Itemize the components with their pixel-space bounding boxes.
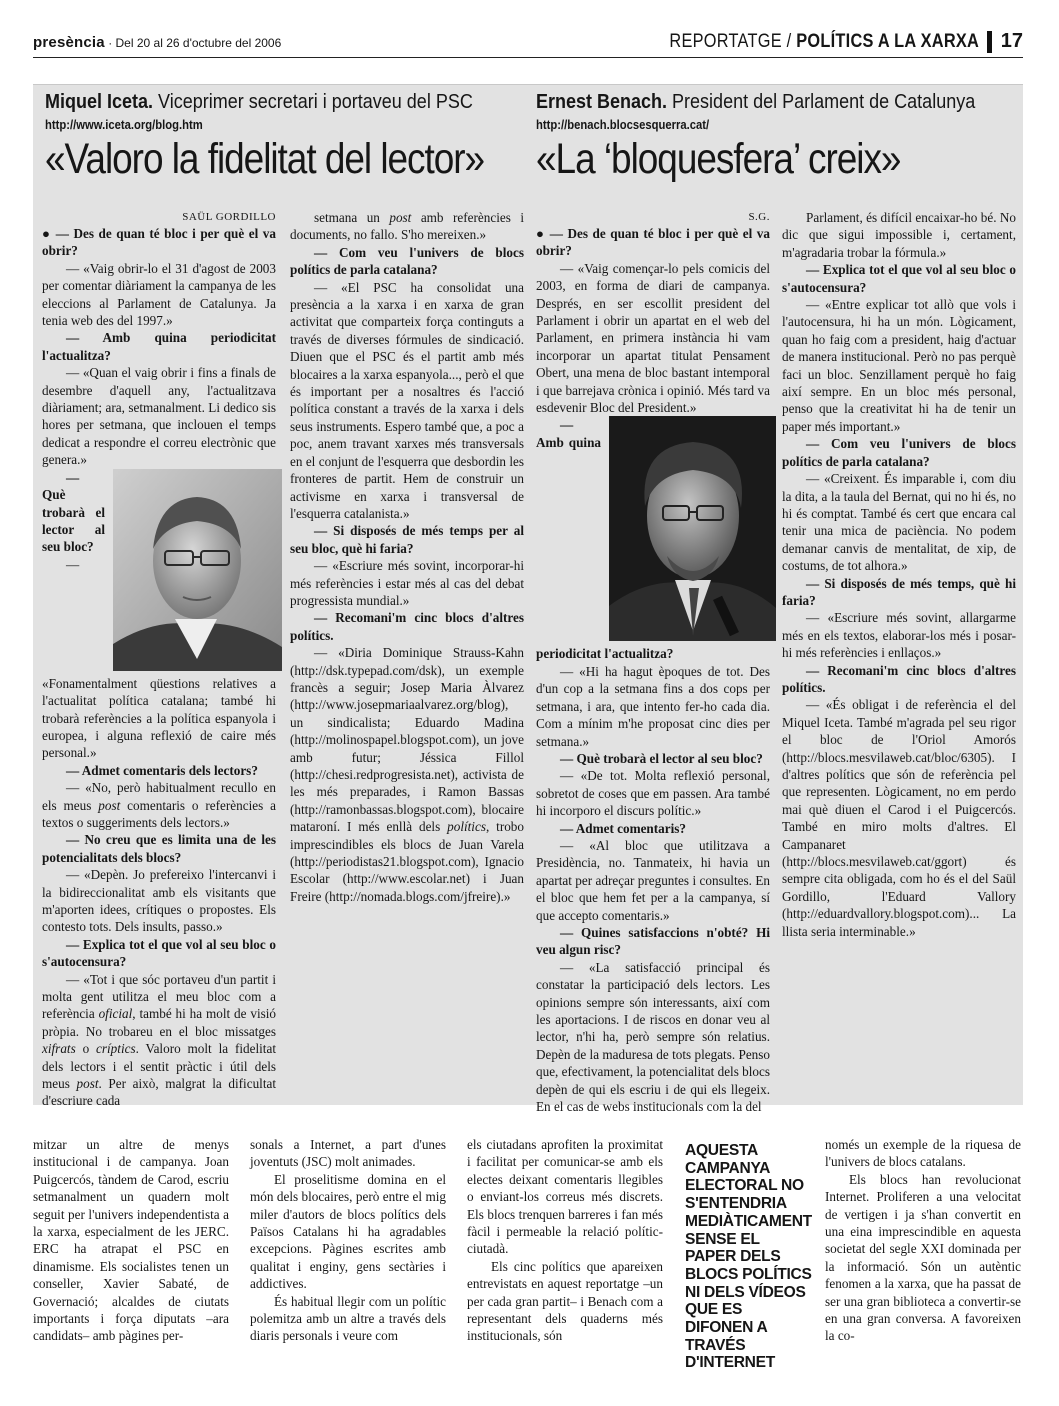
bottom-column-2 xyxy=(250,1136,446,1345)
question xyxy=(290,244,524,279)
text-run: . Per això, malgrat la dificultat d'escriure cada xyxy=(42,1076,277,1109)
answer xyxy=(42,866,276,936)
text-run: — «Tot i que sóc portaveu d'un partit i molta gent utilitza el meu bloc com a referència xyxy=(42,971,276,1022)
answer xyxy=(290,209,524,244)
pull-quote: AQUESTA CAMPANYA ELECTORAL NO S'ENTENDRIA MEDIÀTICAMENT SENSE EL PAPER DELS BLOCS POLÍTICS NI DELS VÍDEOS QUE ES DIFONEN A TRAVÉS D'INTERNET xyxy=(685,1142,812,1372)
page-header xyxy=(33,0,1023,58)
text-run: — No creu que es limita una de les potencialitats dels blocs? xyxy=(42,832,276,865)
question xyxy=(536,750,770,767)
text-run: — Des de quan té bloc i per què el va obrir? xyxy=(42,226,276,259)
benach-name: Ernest Benach. xyxy=(536,91,668,113)
iceta-name: Miquel Iceta. xyxy=(45,91,154,113)
text-run: — «Al bloc que utilitzava a Presidència, no. Tanmateix, hi havia un apartat per adreçar preguntes i consultes. En el bloc que hem fet per a la campanya, sí que accepto comentaris.» xyxy=(536,837,770,923)
text-run: — «El PSC ha consolidat una presència a la xarxa i en xarxa de gran activitat que comparteix força continguts a través de diverses fórmules de sindicació. Diuen que el PSC és el partit amb més blocaires a la xarxa espanyola..., però el que és important per a nosaltres és l'acció política constant a través de la xarxa i dels seus instruments. Espero també que, a poc a poc, anem travant xarxes més transversals en el conjunt de l'esquerra que desbordin les fronteres de partit. Hem de construir un activisme en xarxa i transversal de l'esquerra catalanista.» xyxy=(290,279,524,521)
text-run: — Explica tot el que vol al seu bloc o s'autocensura? xyxy=(42,936,276,970)
iceta-headline: «Valoro la fidelitat del lector» xyxy=(45,135,485,183)
iceta-column-2-text xyxy=(290,209,524,905)
question xyxy=(42,936,276,971)
text-run: Parlament, és difícil encaixar-ho bé. No dic que sigui impossible i, certament, m'agradaria trobar la fórmula.» xyxy=(782,210,1016,260)
question xyxy=(536,924,770,959)
text-run: — «Depèn. Jo prefereixo l'intercanvi i la bidireccionalitat amb els visitants que m'aporten idees, crítiques o propostes. Els contesto tots. Dels insults, passo.» xyxy=(42,867,276,935)
benach-role: President del Parlament de Catalunya xyxy=(667,91,976,113)
text-run: — Recomani'm cinc blocs d'altres polítics. xyxy=(290,610,524,643)
text-run: — Si disposés de més temps, què hi faria? xyxy=(782,575,1016,608)
text-run: — Si disposés de més temps per al seu bloc, què hi faria? xyxy=(290,523,524,556)
italic-term: post xyxy=(98,797,121,813)
answer xyxy=(782,696,1016,940)
text-run: . Valoro molt la fidelitat dels lectors i el sentit pràctic i útil dels meus xyxy=(42,1041,276,1092)
answer xyxy=(536,663,770,750)
text-run: — Com veu l'univers de blocs polítics de parla catalana? xyxy=(290,244,524,278)
text-run: — «Vaig obrir-lo el 31 d'agost de 2003 per comentar diàriament la campanya de les eleccions al Parlament de Catalunya. Ja tenia web des del 1997.» xyxy=(42,260,276,329)
benach-headline: «La ‘bloquesfera’ creix» xyxy=(536,135,901,183)
text-run: — «Diria Dominique Strauss-Kahn (http://dsk.typepad.com/dsk), un exemple francès a seguir; Josep Maria Àlvarez (http://www.josepmariaalvarez.org/blog), un sindicalista; Eduardo Madina (http://molinospapel.blogspot.com), un jove amb futur; Jéssica Fillol (http://chesi.redprogresista.net), activista de les més preparades, i Ramon Bassas (http://ramonbassas.blogspot.com), blocaire mataroní. I més enllà dels xyxy=(290,645,524,835)
answer xyxy=(536,767,770,819)
section-name: REPORTATGE xyxy=(669,30,782,52)
benach-column-1-text xyxy=(536,209,770,1115)
benach-column-2-text xyxy=(782,209,1016,940)
article-paragraph: Els blocs han revolucionat Internet. Proliferen a una velocitat de vertigen i ja s'han convertit en una eina imprescindible en aquesta societat del segle XXI dominada per la informació. Són un autèntic fenomen a la xarxa, que ha passat de ser una gran biblioteca a convertir-se en una gran conversa. A favoreixen la co- xyxy=(825,1171,1021,1344)
text-run: — «Hi ha hagut èpoques de tot. Des d'un cop a la setmana fins a dos cops per setmana, i ara, que intento fer-ho cada dia. Com a mínim m'he proposat cinc dies per setmana.» xyxy=(536,663,770,749)
italic-term: críptics xyxy=(96,1041,136,1057)
question xyxy=(536,820,770,837)
answer xyxy=(42,971,276,1110)
text-run: — «Escriure més sovint, incorporar-hi més referències i estar més al cas del debat progressista mundial.» xyxy=(290,558,524,608)
text-run: — Quines satisfaccions n'obté? Hi veu algun risc? xyxy=(536,924,770,958)
italic-term: post xyxy=(389,210,412,225)
benach-column-1 xyxy=(536,209,770,1115)
text-run: — Admet comentaris? xyxy=(560,820,686,836)
question xyxy=(782,435,1016,470)
header-rule xyxy=(33,57,1023,58)
article-paragraph: sonals a Internet, a part d'unes joventuts (JSC) molt animades. xyxy=(250,1137,446,1170)
text-run: ● xyxy=(536,226,550,241)
section-line xyxy=(619,30,1023,53)
italic-term: post xyxy=(76,1076,99,1092)
answer xyxy=(782,470,1016,574)
question xyxy=(42,831,276,866)
italic-term: polítics xyxy=(447,819,486,835)
iceta-column-1-text xyxy=(42,209,276,1110)
text-run: — Amb quina periodicitat l'actualitza? xyxy=(42,330,276,363)
text-run: , trobo imprescindibles els blocs de Juan Varela (http://periodistas21.blogspot.com), Ignacio Escolar (http://www.escolar.net) i Juan Freire (http://nomada.blogs.com/jfreire).» xyxy=(290,819,524,904)
answer xyxy=(290,279,524,523)
answer xyxy=(42,260,276,330)
text-run: — Des de quan té bloc i per què el va obrir? xyxy=(536,226,770,259)
iceta-name-line xyxy=(45,91,531,114)
header-bar-icon xyxy=(987,31,992,53)
bottom-column-3 xyxy=(467,1136,663,1345)
article-paragraph: Els cinc polítics que apareixen entrevistats en aquest reportatge –un per cada gran partit– i Benach com a representant dels quaderns més institucionals, són xyxy=(467,1258,663,1344)
iceta-column-2 xyxy=(290,209,524,905)
italic-term: oficial xyxy=(98,1006,133,1022)
answer xyxy=(42,364,276,468)
text-run: — Admet comentaris dels lectors? xyxy=(66,762,258,778)
iceta-photo xyxy=(113,469,282,671)
section-title xyxy=(669,31,979,53)
question xyxy=(536,225,770,260)
answer xyxy=(782,609,1016,661)
question xyxy=(782,662,1016,697)
publication-line xyxy=(33,34,281,51)
text-run: S.G. xyxy=(748,211,770,223)
answer xyxy=(290,557,524,609)
text-run: — «Vaig començar-lo pels comicis del 2003, en forma de diari de campanya. Després, en ser escollit president del Parlament i obrir un apartat en el web del Parlament, en primera instància hi vam incorporar un apartat titulat Pensament Obert, una mena de bloc bastant intemporal i que barrejava crònica i opinió. Més tard va esdevenir Bloc del President.» xyxy=(536,260,770,416)
question xyxy=(42,762,276,779)
text-run: , també hi ha molt de visió pròpia. No trobareu en el bloc missatges xyxy=(42,1006,277,1039)
text-run: — «No, però habitualment recullo en els meus xyxy=(42,780,276,813)
benach-photo xyxy=(609,416,776,641)
publication-name: presència xyxy=(33,34,105,51)
text-run: amb referències i documents, no fallo. S'ho mereixen.» xyxy=(290,210,524,243)
article-paragraph: El proselitisme domina en el món dels blocaires, però entre el mig miler d'autors de blocs polítics dels Països Catalans hi ha agradables excepcions. Pàgines escrites amb qualitat i enginy, gens sectàries i addictives. xyxy=(250,1171,446,1292)
question xyxy=(42,329,276,364)
question xyxy=(42,225,276,260)
issue-date: · Del 20 al 26 d'octubre del 2006 xyxy=(108,36,282,50)
benach-url: http://benach.blocsesquerra.cat/ xyxy=(536,118,710,132)
answer xyxy=(536,260,770,417)
text-run: — «És obligat i de referència el del Miquel Iceta. També m'agrada pel seu rigor el bloc de l'Oriol Amorós (http://blocs.mesvilaweb.cat/bloc/6305). I d'altres polítics que són de referència pel que representen. Lògicament, no em perdo mai què diuen el Carod i el Puigcercós. També en miro molts d'altres. El Campanaret (http://blocs.mesvilaweb.cat/ggort) és sempre cita obligada, com ho és el del Saül Gordillo, l'Eduard Vallory (http://eduardvallory.blogspot.com)... La llista seria interminable.» xyxy=(782,697,1016,939)
text-run: — Recomani'm cinc blocs d'altres polítics. xyxy=(782,662,1016,695)
answer xyxy=(536,959,770,1116)
question xyxy=(290,609,524,644)
iceta-url: http://www.iceta.org/blog.htm xyxy=(45,118,203,132)
text-run: — Què trobarà el lector al seu bloc? xyxy=(42,469,105,555)
section-separator: / xyxy=(781,30,796,52)
text-run: comentaris o referències a textos o suggeriments dels lectors.» xyxy=(42,797,276,830)
italic-term: xifrats xyxy=(42,1041,76,1057)
bottom-column-1 xyxy=(33,1136,229,1345)
iceta-role: Viceprimer secretari i portaveu del PSC xyxy=(153,91,473,113)
text-run: — «Quan el vaig obrir i fins a finals de desembre d'aquell any, l'actualitzava diàriament; ara, setmanalment. Li dedico sis hores per setmana, que inclouen el temps dedicat a respondre el correu electrònic que genera.» xyxy=(42,365,276,468)
text-run: — «La satisfacció principal és constatar la participació dels lectors. Les opinions sempre són interessants, així com les aportacions. I de riscos en donar veu al lector, n'hi ha, però sempre són relatius. Depèn de la maduresa de tots plegats. Penso que, efectivament, la potencialitat dels blocs depèn de qui els escriu i de qui els llegeix. En el cas de webs institucionals com la del xyxy=(536,959,770,1115)
article-paragraph: els ciutadans aprofiten la proximitat i facilitat per comunicar-se amb els electes deixant comentaris llegibles o enviant-los correus més discrets. Els blocs trenquen barreres i fan més fàcil i permeable la relació polític-ciutadà. xyxy=(467,1137,663,1257)
text-run: ● xyxy=(42,226,56,241)
text-run: — «Fonamentalment qüestions relatives a l'actualitat política catalana; també hi trobarà referències a la política espanyola i europea, i alguna reflexió de caire més personal.» xyxy=(42,556,276,761)
subsection-name: POLÍTICS A LA XARXA xyxy=(795,30,979,52)
byline xyxy=(536,209,770,225)
question xyxy=(782,575,1016,610)
text-run: setmana un xyxy=(314,210,390,225)
text-run: — Explica tot el que vol al seu bloc o s'autocensura? xyxy=(782,262,1016,295)
benach-column-2 xyxy=(782,209,1016,940)
iceta-heading xyxy=(45,91,525,184)
text-run: o xyxy=(75,1041,97,1057)
text-run: — «De tot. Molta reflexió personal, sobretot de coses que em passen. Ara també hi incorporo el discurs polític.» xyxy=(536,768,770,819)
answer xyxy=(536,837,770,924)
byline xyxy=(42,209,276,225)
answer xyxy=(290,644,524,905)
question xyxy=(782,261,1016,296)
text-run: SAÜL GORDILLO xyxy=(182,211,276,223)
text-run: — Què trobarà el lector al seu bloc? xyxy=(560,750,763,766)
answer xyxy=(782,296,1016,435)
question xyxy=(290,522,524,557)
benach-heading xyxy=(536,91,1016,184)
text-run: — «Creixent. És imparable i, com diu la dita, a la taula del Bernat, qui no hi és, no hi és comptat. També és cert que encara cal tenir una mica de paciència. No podem demanar canvis de mentalitat, de xip, de costums, de tot alhora.» xyxy=(782,471,1016,574)
text-run: — Com veu l'univers de blocs polítics de parla catalana? xyxy=(782,436,1016,469)
answer xyxy=(42,779,276,831)
page-number: 17 xyxy=(1000,30,1023,52)
text-run: — «Escriure més sovint, allargarme més en els textos, elaborar-los més i posar-hi més referències i enllaços.» xyxy=(782,610,1016,661)
bottom-column-5 xyxy=(825,1136,1021,1345)
iceta-column-1 xyxy=(42,209,276,1110)
article-paragraph: només un exemple de la riquesa de l'univers de blocs catalans. xyxy=(825,1137,1021,1170)
answer xyxy=(782,209,1016,261)
text-run: — Amb quina periodicitat l'actualitza? xyxy=(536,417,674,662)
article-paragraph: mitzar un altre de menys institucional i de campanya. Joan Puigcercós, tàndem de Carod, escriu setmanalment un quadern molt seguit per l'univers independentista a la xarxa, especialment de les JERC. ERC ha atrapat el PSC en dinamisme. Els socialistes tenen un conseller, Xavier Sabaté, de Governació; alcaldes de ciutats importants i força diputats –ara candidats– amb pàgines per- xyxy=(33,1137,229,1344)
interview-panel xyxy=(33,84,1023,1115)
bottom-article xyxy=(33,1136,1023,1386)
benach-name-line xyxy=(536,91,1022,114)
text-run: — «Entre explicar tot allò que vols i l'autocensura, hi ha un món. Lògicament, quan ho faig com a president, haig d'actuar de manera institucional. Però no pas perquè faci un bloc. Senzillament perquè ho faig així sempre. En un bloc més personal, penso que la creativitat hi ha de tenir un paper més important.» xyxy=(782,297,1016,434)
article-paragraph: És habitual llegir com un polític polemitza amb un altre a través dels diaris personals i veure com xyxy=(250,1293,446,1344)
